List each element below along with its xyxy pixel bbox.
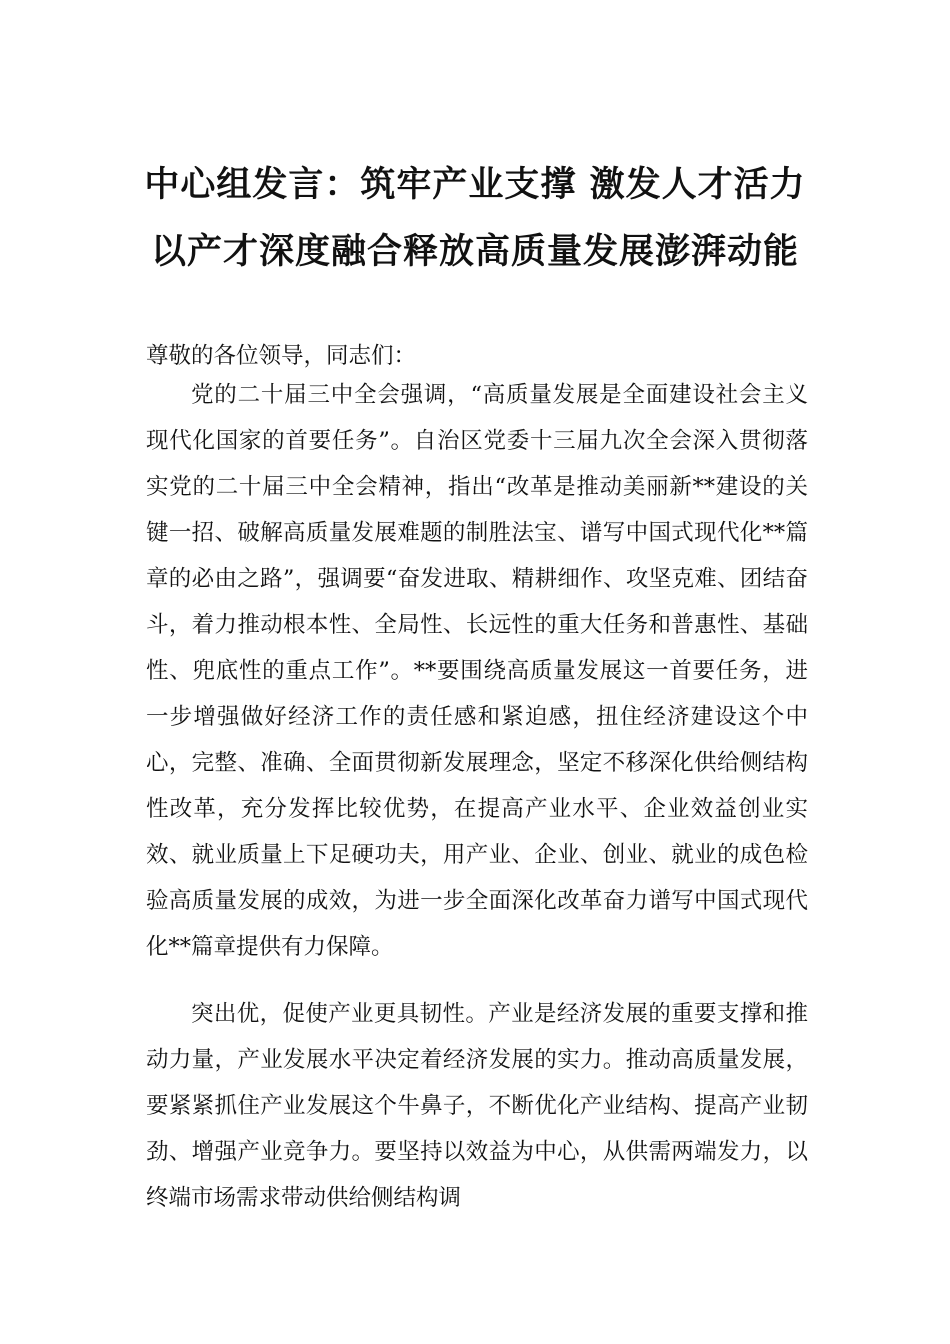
salutation: 尊敬的各位领导，同志们： <box>146 343 417 369</box>
paragraph-1: 党的二十届三中全会强调，“高质量发展是全面建设社会主义现代化国家的首要任务”。自治区党委十三届九次全会深入贯彻落实党的二十届三中全会精神，指出“改革是推动美丽新**建设的关键一招、破解高质量发展难题的制胜法宝、谱写中国式现代化**篇章的必由之路”，强调要“奋发进取、精耕细作、攻坚克难、团结奋斗，着力推动根本性、全局性、长远性的重大任务和普惠性、基础性、兜底性的重点工作”。**要围绕高质量发展这一首要任务，进一步增强做好经济工作的责任感和紧迫感，扭住经济建设这个中心，完整、准确、全面贯彻新发展理念，坚定不移深化供给侧结构性改革，充分发挥比较优势，在提高产业水平、企业效益创业实效、就业质量上下足硬功夫，用产业、企业、创业、就业的成色检验高质量发展的成效，为进一步全面深化改革奋力谱写中国式现代化**篇章提供有力保障。 <box>146 382 808 960</box>
paragraph-2: 突出优，促使产业更具韧性。产业是经济发展的重要支撑和推动力量，产业发展水平决定着经济发展的实力。推动高质量发展，要紧紧抓住产业发展这个牛鼻子，不断优化产业结构、提高产业韧劲、增强产业竞争力。要坚持以效益为中心，从供需两端发力，以终端市场需求带动供给侧结构调 <box>146 1001 808 1211</box>
document-title-line-1: 中心组发言：筑牢产业支撑 激发人才活力 <box>144 164 806 205</box>
document-title-line-2: 以产才深度融合释放高质量发展澎湃动能 <box>150 231 799 272</box>
